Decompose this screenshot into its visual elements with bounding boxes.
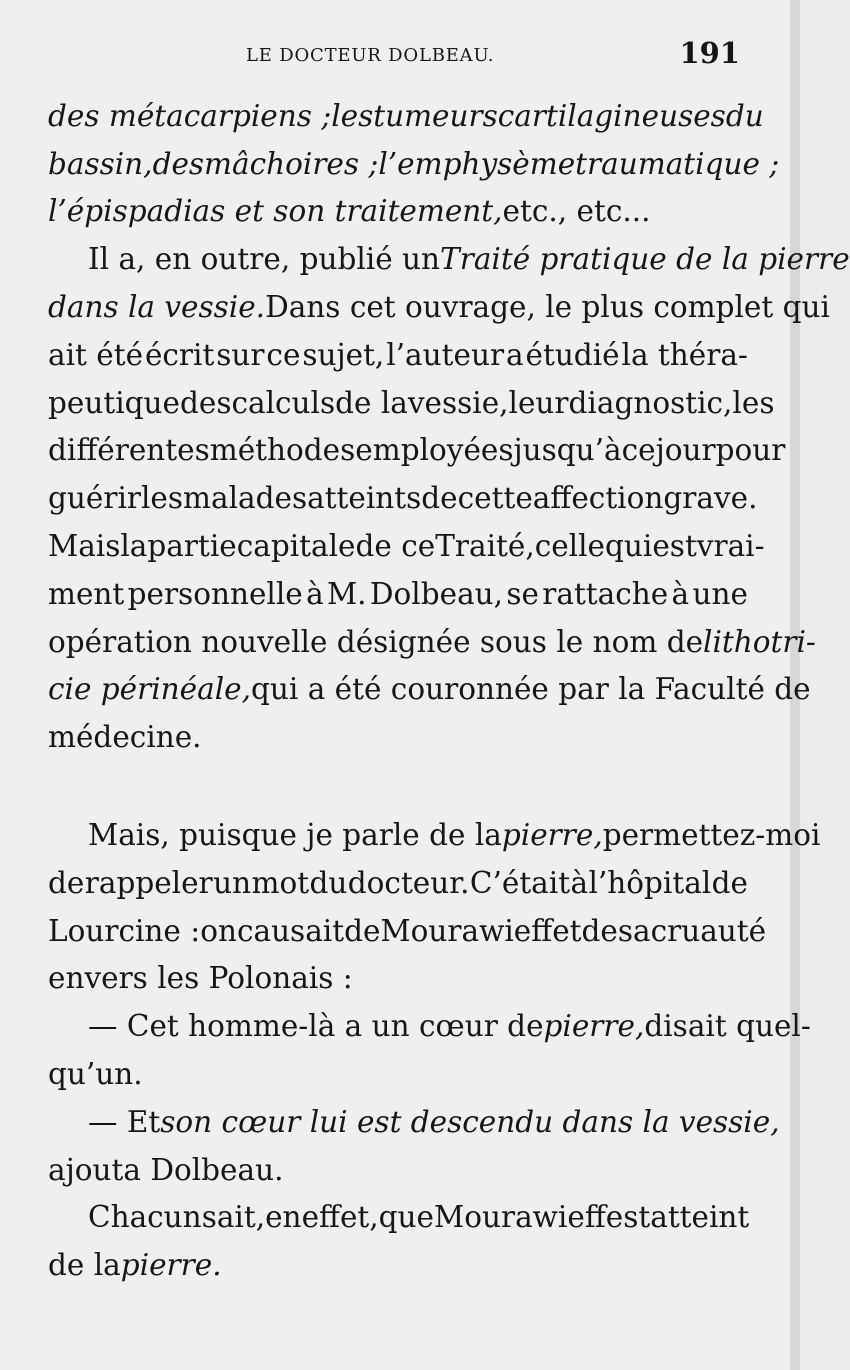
text-fragment: étudié: [525, 337, 620, 372]
text-fragment: est: [652, 529, 697, 564]
text-fragment: Mais: [48, 529, 121, 564]
text-fragment: pour: [715, 433, 786, 468]
text-fragment: de: [711, 865, 748, 900]
text-fragment: Lourcine :: [48, 913, 201, 948]
text-fragment: de la: [335, 385, 408, 420]
text-fragment: une: [692, 576, 748, 611]
text-fragment: atteints: [307, 481, 422, 516]
text-fragment: personnelle: [127, 576, 303, 611]
text-fragment: leur: [508, 385, 569, 420]
text-fragment: ce: [266, 337, 301, 372]
text-fragment: on: [200, 913, 237, 948]
text-fragment: Dans cet ouvrage, le plus complet qui: [265, 290, 830, 325]
text-fragment: Il a, en outre, publié un: [88, 242, 441, 277]
text-fragment: méthodes: [209, 433, 356, 468]
text-fragment: Traité,: [435, 529, 535, 564]
text-fragment: rappeler: [84, 865, 213, 900]
text-line: [48, 188, 748, 236]
text-line: [48, 1194, 748, 1242]
text-fragment: — Cet homme-là a un cœur de: [88, 1009, 544, 1044]
text-fragment: qui a été couronnée par la Faculté de: [251, 672, 811, 707]
text-line: [48, 618, 816, 666]
text-fragment: effet,: [301, 1200, 379, 1235]
text-fragment: pierre.: [120, 1248, 222, 1283]
text-fragment: Traité pratique de la pierre: [440, 242, 850, 277]
text-line: [48, 1002, 811, 1050]
text-line: [48, 859, 748, 907]
text-fragment: permettez-moi: [602, 818, 821, 853]
text-line: [48, 811, 821, 859]
text-fragment: Dolbeau,: [369, 576, 504, 611]
text-fragment: guérir: [48, 481, 141, 516]
text-fragment: celle: [534, 529, 606, 564]
text-fragment: grave.: [663, 481, 758, 516]
text-fragment: de: [421, 481, 458, 516]
text-fragment: affection: [532, 481, 664, 516]
text-fragment: C’était: [469, 865, 571, 900]
text-fragment: lithotri-: [703, 624, 816, 659]
text-line: [48, 955, 748, 1003]
text-fragment: docteur.: [347, 865, 470, 900]
text-fragment: vessie,: [407, 385, 509, 420]
text-fragment: cruauté: [650, 913, 767, 948]
page-header: [246, 36, 740, 80]
text-fragment: l’hôpital: [588, 865, 712, 900]
text-fragment: peutique: [48, 385, 180, 420]
text-line: [48, 379, 775, 427]
text-fragment: sur: [216, 337, 265, 372]
text-fragment: Mais, puisque je parle de la: [88, 818, 502, 853]
text-fragment: mot: [251, 865, 310, 900]
text-fragment: la: [120, 529, 148, 564]
text-fragment: et: [552, 913, 582, 948]
text-fragment: l’épispadias et son traitement,: [48, 194, 503, 229]
text-fragment: Chacun: [88, 1200, 202, 1235]
text-fragment: jusqu’à: [513, 433, 622, 468]
running-title: LE DOCTEUR DOLBEAU.: [246, 45, 495, 66]
text-fragment: son cœur lui est descendu dans la vessie,: [160, 1104, 780, 1139]
text-fragment: un: [213, 865, 252, 900]
text-fragment: sujet,: [302, 337, 385, 372]
text-fragment: etc., etc...: [502, 194, 651, 229]
text-fragment: de ce: [355, 529, 436, 564]
text-line: [48, 570, 748, 618]
text-line: [48, 713, 748, 761]
text-fragment: de: [581, 913, 618, 948]
text-line: [48, 522, 765, 570]
text-fragment: sa: [617, 913, 651, 948]
text-fragment: de la: [48, 1248, 121, 1283]
text-fragment: des: [179, 385, 232, 420]
text-fragment: bassin,: [48, 146, 153, 181]
text-line: [48, 1146, 748, 1194]
text-fragment: de: [344, 913, 381, 948]
paragraph-gap: [48, 761, 748, 811]
text-fragment: de: [48, 865, 85, 900]
text-line: [48, 140, 780, 188]
text-fragment: ce: [621, 433, 656, 468]
text-line: [48, 907, 767, 955]
text-fragment: à: [306, 576, 324, 611]
text-fragment: du: [725, 98, 764, 133]
text-fragment: l’auteur: [386, 337, 505, 372]
text-fragment: calculs: [231, 385, 336, 420]
text-fragment: les: [140, 481, 184, 516]
text-line: [48, 474, 758, 522]
text-fragment: des métacarpiens ;: [48, 98, 332, 133]
text-fragment: qui: [605, 529, 653, 564]
text-fragment: qu’un.: [48, 1057, 143, 1092]
text-fragment: M.: [326, 576, 367, 611]
text-fragment: sait,: [201, 1200, 266, 1235]
text-fragment: partie: [147, 529, 237, 564]
text-fragment: opération nouvelle désignée sous le nom de: [48, 624, 704, 659]
text-fragment: l’emphysème: [378, 146, 576, 181]
text-fragment: Mourawieff: [380, 913, 553, 948]
text-fragment: ait été: [48, 337, 144, 372]
page-number: 191: [679, 36, 740, 70]
text-fragment: diagnostic,: [568, 385, 733, 420]
text-fragment: cartilagineuses: [497, 98, 726, 133]
text-line: [48, 427, 786, 475]
text-fragment: que: [378, 1200, 435, 1235]
text-fragment: causait: [236, 913, 345, 948]
text-fragment: — Et: [88, 1104, 161, 1139]
text-fragment: dans la vessie.: [48, 290, 266, 325]
text-fragment: vrai-: [696, 529, 765, 564]
text-fragment: différentes: [48, 433, 210, 468]
text-fragment: pierre,: [501, 818, 603, 853]
text-fragment: écrit: [144, 337, 215, 372]
text-line: [48, 331, 748, 379]
text-fragment: est: [605, 1200, 651, 1235]
text-fragment: traumatique ;: [575, 146, 780, 181]
text-fragment: du: [309, 865, 348, 900]
text-fragment: rattache: [542, 576, 669, 611]
text-fragment: atteint: [650, 1200, 750, 1235]
text-fragment: cie périnéale,: [48, 672, 251, 707]
text-fragment: malades: [183, 481, 308, 516]
text-line: [48, 1098, 780, 1146]
text-fragment: se: [506, 576, 539, 611]
text-fragment: capitale: [236, 529, 356, 564]
text-fragment: médecine.: [48, 720, 202, 755]
text-fragment: employées: [355, 433, 514, 468]
text-fragment: ment: [48, 576, 125, 611]
text-line: [48, 235, 850, 283]
text-fragment: à: [570, 865, 589, 900]
text-line: [48, 92, 764, 140]
text-fragment: des: [152, 146, 205, 181]
body-text: [48, 92, 850, 1289]
text-line: [48, 666, 811, 714]
text-fragment: ajouta Dolbeau.: [48, 1152, 284, 1187]
text-fragment: à: [671, 576, 690, 611]
text-fragment: les: [732, 385, 775, 420]
text-fragment: tumeurs: [373, 98, 498, 133]
text-fragment: jour: [655, 433, 716, 468]
text-fragment: cette: [457, 481, 533, 516]
text-fragment: les: [331, 98, 374, 133]
text-fragment: envers les Polonais :: [48, 961, 353, 996]
text-fragment: mâchoires ;: [204, 146, 379, 181]
text-fragment: pierre,: [543, 1009, 645, 1044]
text-fragment: en: [265, 1200, 302, 1235]
text-fragment: disait quel-: [644, 1009, 811, 1044]
text-fragment: a: [505, 337, 524, 372]
text-fragment: la théra-: [621, 337, 748, 372]
text-fragment: Mourawieff: [434, 1200, 606, 1235]
text-line: [48, 283, 830, 331]
text-line: [48, 1241, 748, 1289]
text-line: [48, 1050, 748, 1098]
